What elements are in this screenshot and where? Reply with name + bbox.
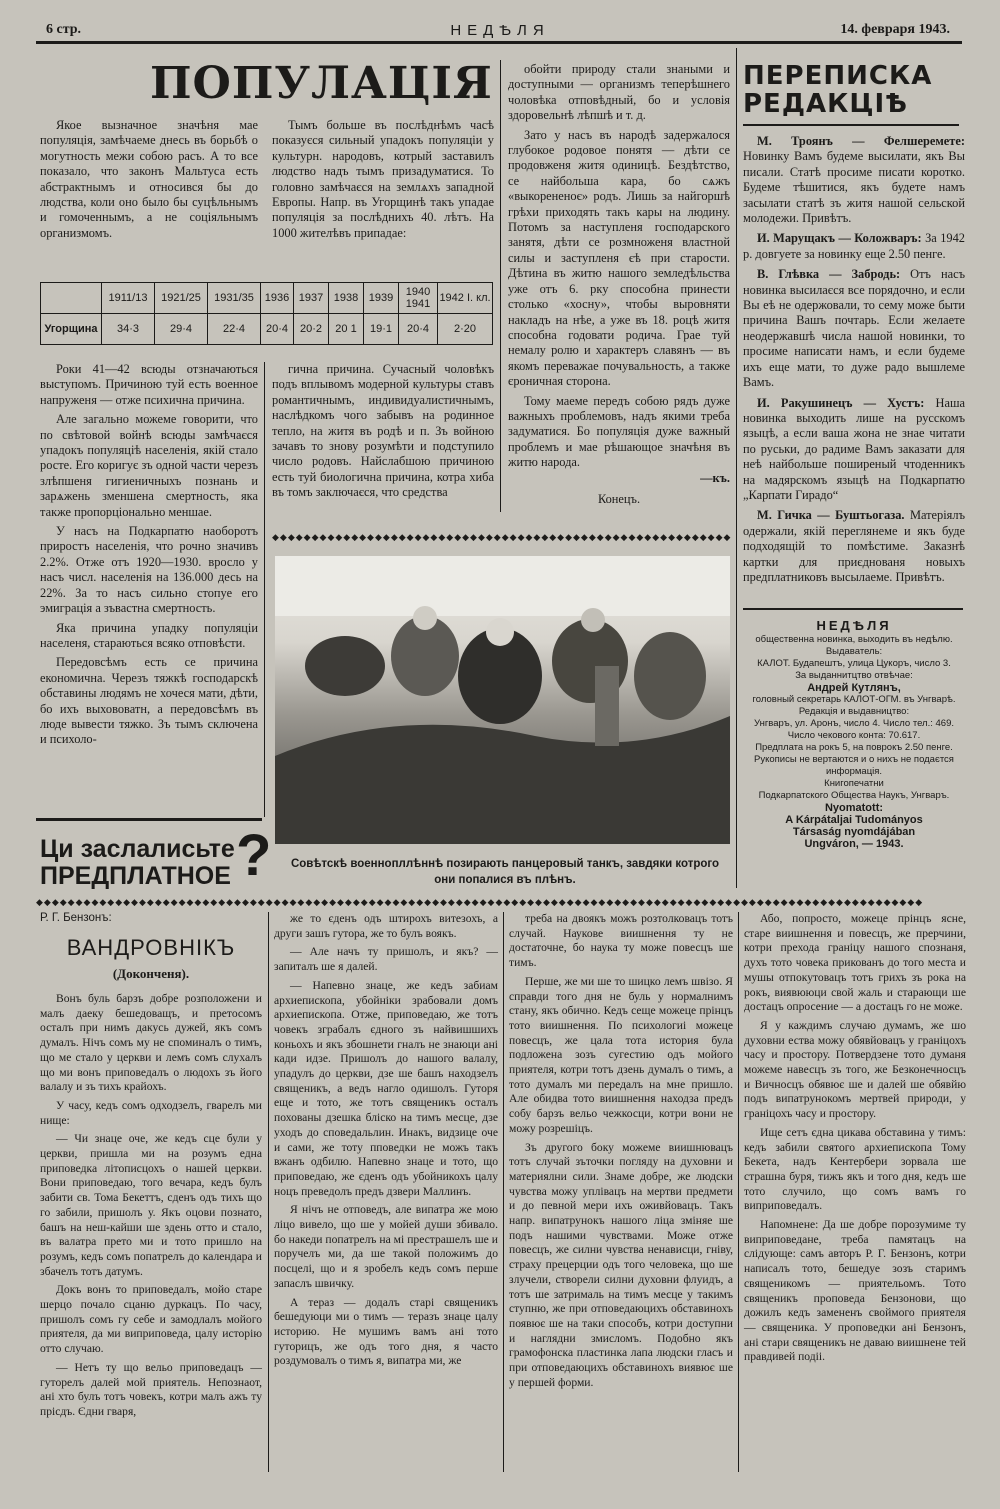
paragraph: У насъ на Подкарпатю наоборотъ приростъ населенія, что рочно значивъ 2.2%. Отже отъ 1920—1930. вросло у насъ числ. населенія на 136.000 десь на 22%. За то насъ сильно стопуе его эмиграція а зъвастна смертность. <box>40 524 258 616</box>
beaded-rule: ◆◆◆◆◆◆◆◆◆◆◆◆◆◆◆◆◆◆◆◆◆◆◆◆◆◆◆◆◆◆◆◆◆◆◆◆◆◆◆◆◆◆◆◆◆◆◆◆◆◆◆◆◆◆◆◆◆◆ <box>272 533 732 541</box>
correspondence-entry <box>743 267 965 390</box>
paragraph: — Але начъ ту пришолъ, и якъ? — запиталъ ше я далей. <box>274 945 498 974</box>
page-number: 6 стр. <box>46 22 82 37</box>
soldier-head <box>486 618 514 646</box>
correspondence-text: Матеріялъ одержали, якій переглянеме и якъ буде подходящій то помѣстиме. Заказнѣ картки для приєднованя новыхъ предплатниковъ высылаеме. Привѣтъ. <box>743 508 965 584</box>
header-rule <box>36 41 962 44</box>
imprint-line: A Kárpátaljai Tudományos <box>785 814 923 826</box>
correspondence-title <box>743 62 932 118</box>
paragraph: Я у каждимъ случаю думамъ, же шо духовни ества можу обявйовацъ у граніцохъ часу и простору. Потвердзене тото думаня можеме навесцъ зъ того, же Безконечносцъ и Вичносцъ обявює ше и далей ше обявйю подъ випатрунокомъ мертвей природи, у граніцохъ часу и простору. <box>744 1018 966 1121</box>
correspondence-title-line: ПЕРЕПИСКА <box>743 61 933 91</box>
paragraph: гична причина. Сучасный чоловѣкъ подъ вплывомъ модерной культуры ставъ романтичнымъ, индивидуалистичнымъ, наслѣдкомъ чого забывъ на родинное тепло, на житя въ родѣ и п. Зъ войною зачавъ то знову розумѣти и подступило число родовъ. Найслабшою причиною есть туй биологична причина, котра хиба въ томъ заключаєся, что средства <box>272 362 494 500</box>
imprint-line: Унгваръ, ул. Аронъ, число 4. Число тел.: 469. <box>753 718 955 729</box>
subscription-line: ПРЕДПЛАТНОЕ <box>40 862 231 890</box>
story-col2 <box>274 912 498 1373</box>
subscription-line: Ци заслалисьте <box>40 835 235 863</box>
imprint-line: Предплата на рокъ 5, на поврокъ 2.50 пенге. <box>755 742 953 753</box>
population-col1-cont <box>40 362 258 752</box>
photo-scene <box>275 556 730 844</box>
paragraph: Тому маеме передъ собою рядъ дуже важныхъ проблемовъ, надъ якими треба задуматися. Бо популяція дуже важный проблемъ и мае рѣшающое значѣня въ житю народа. <box>508 393 730 470</box>
table-cell: 22·4 <box>208 314 261 345</box>
imprint-line: Выдаватель: <box>825 646 883 657</box>
imprint-line: Число чекового конта: 70.617. <box>787 730 921 741</box>
paragraph: же то єденъ одъ штирохъ витезохъ, а други зашъ гутора, же то булъ воякъ. <box>274 912 498 940</box>
paragraph: Тымъ больше въ послѣднѣмъ часѣ показуєся сильный упадокъ популяціи у культурн. народовъ, котрый заставилъ людство надъ тымъ призадуматися. То головно замѣчаєся на землѧхъ западной Европы. Напр. въ Угорщинѣ такъ упадае популяція за послѣднихъ 40. лѣтъ. На 1000 жителѣвъ припадае: <box>272 118 494 240</box>
imprint-line: Редакція и выдавництво: <box>798 706 910 717</box>
table-header-cell: 1937 <box>294 283 329 314</box>
paragraph: — Напевно знаце, же кедъ забиам архиепископа, убойніки зрабовали домъ архиепископа. Отже, приповедаю, же тотъ човекъ зграбалъ єдного зъ найвишшихъ коньохъ и якъ збошнети гналъ не знаюци ані кади идзе. Пришолъ до нашого валалу, упадулъ до церкви, дзе ше башъ находзелъ священикъ, а ведъ нагло одишолъ. Гуторя еще и тото, же тотъ священикъ осталъ похованы дзешка бліско на тимъ месце, дзе уходъ до споведальлин. Инакъ, видзице оче и сами, же тоту пповедки не можъ такъ вжанъ одбилю. Напевно знаце и тото, що приповедаю, же єденъ одъ убойникохъ цалу ноцъ преведолъ предъ дзвери Маллинъ. <box>274 978 498 1198</box>
table-header-cell: 1940 1941 <box>399 283 438 314</box>
caption-line: они попалися въ плѣнъ. <box>434 874 576 886</box>
population-col2 <box>272 118 494 245</box>
paragraph: Або, попросто, можеце прінцъ ясне, старе виишнення и повесцъ, же прерчини, котри прехода граніцу нашого спознаня, духъ тото човека прикованъ до того места и мушы отпокутовацъ тотъ грихъ зъ рока на рокъ, виявююци свой жаль и старающи ше достацъ опросение — а достацъ го не може. <box>744 912 966 1014</box>
paragraph: У часу, кедъ сомъ одходзелъ, гварелъ ми нище: <box>40 1098 262 1127</box>
table-cell: 20 1 <box>329 314 364 345</box>
imprint-box <box>743 620 965 850</box>
correspondence-text: За 1942 р. довгуете за новинку еще 2.50 пенге. <box>743 231 965 261</box>
correspondence-body <box>743 134 965 590</box>
correspondent-name: М. Троянъ — Фелшеремете: <box>757 134 965 148</box>
newspaper-title: НЕДѢЛЯ <box>450 22 550 39</box>
table-cell: 20·4 <box>399 314 438 345</box>
column-rule <box>736 48 737 888</box>
imprint-line: Társaság nyomdájában <box>792 826 916 838</box>
paragraph: А тераз — додалъ старі священикъ бешедуюци ми о тимъ — теразъ знаце цалу историю. Не мушимъ вамъ ані тото гуторицъ, же одъ того дня, я часто роздумовалъ о тимъ я, випатра ми, же <box>274 1295 498 1368</box>
paragraph: Зато у насъ въ народѣ задержалося глубокое родовое понятя — дѣти се продовженя житя одиницѣ. Бездѣтство, се найбольша кара, бо сѧжъ «выкорененоє» родъ. Лишь за найгоршѣ грѣхи приходять такъ кары на людину. Потомъ за наступленя господарского занятя, дѣти се розмноженя властной силы и заступленя єѣ при старости. Дѣтина въ житю нашого земледѣльства уже отъ 6. рку способна принести столько «хосну», чтобы выровняти накладъ на нѣе, а уже въ 18. роцѣ житя способна годовати родича. Грае туй немалу ролю и характеръ славянъ — въ якомъ переважае почувальность, а также єроничная сторона. <box>508 127 730 389</box>
column-rule <box>268 912 269 1472</box>
correspondence-text: Отъ насъ новинка высилаєся все порядочно, и если Вы еѣ не одержовали, то сему може быти причина Вашъ почтарь. Если желаете неодержавшѣ числа нашой новинки, то просиме написати намъ, и если будеме ихъ еще мати, то дуже радо вышлеме Вамъ. <box>743 267 965 390</box>
table-header-cell: 1921/25 <box>155 283 208 314</box>
paragraph: Вонъ буль барзъ добре розположени и малъ даеку бешедоващъ, и претосомъ осталъ при нимъ дакусь дужей, якъ сомъ думалъ. Нічъ сомъ му не споминалъ о тимъ, що ме стало у церкви и лемъ сомъ слухалъ що ми вонъ приповедалъ о людохъ зъ його валалу и зъ тихъ крайохъ. <box>40 992 262 1094</box>
paragraph: Передовсѣмъ есть се причина економична. Черезъ тяжкѣ господарскѣ обставины людямъ не хочеся мати, дѣти, бо ихъ выхововатн, а передовсѣмъ въ люде вывести тяжко. Зъ тымъ сключена и психоло- <box>40 655 258 747</box>
paragraph: Перше, же ми ше то шицко лемъ швізо. Я справди того дня не буль у нормалнимъ стану, якъ обично. Кедъ сеще можеце прінцъ тото виишнення. По психологиі можеце повесцъ, же цала тота история була подложена зозъ сугестию одъ мойого приятеля, котри тотъ дзень думалъ о тимъ, а тото думалъ ми передалъ на мне пришло. Але обидва тото виишнення находза предъ собу барзъ вельо чежкосци, котри вони не можу розрешіцъ. <box>509 974 733 1135</box>
photo-pow-tank <box>275 556 730 844</box>
soldier-figure <box>305 636 385 696</box>
issue-date: 14. февраря 1943. <box>840 22 950 37</box>
imprint-line: головный секретарь КАЛОТ-ОГМ. въ Унгварѣ. <box>752 694 956 705</box>
table-cell: 20·2 <box>294 314 329 345</box>
title-rule <box>743 124 959 126</box>
table-cell: 19·1 <box>364 314 399 345</box>
imprint-line: Nyomatott: <box>824 802 884 814</box>
paragraph: — Чи знаце оче, же кедъ сце були у церкви, пришла ми на розумъ една приповедка літописцохъ о нашей церкви. Вони приповедаю, того вечара, кедъ булъ забити св. Тома Бекеттъ, сденъ одъ тихъ що го забили, пришолъ у. Якъ оцови познато, башъ на неш-кайши ше здень отто и стало, въ валатра прето ми и тото пришло на розумъ, кедъ сомъ попатрелъ до календара и збачелъ тотъ датумъ. <box>40 1132 262 1278</box>
table-cell: 29·4 <box>155 314 208 345</box>
paragraph: — Нетъ ту що вельо приповедацъ — гуторелъ далей мой приятель. Непознаот, ані хто булъ тотъ човекъ, котри малъ ажъ ту прісдъ. Єдни гваря, <box>40 1360 262 1418</box>
paragraph: обойти природу стали знаными и доступными — организмъ теперѣшнего чоловѣка отповѣдный, бо и условія здоровельнѣ лѣпшѣ и т. д. <box>508 62 730 123</box>
correspondent-name: М. Гичка — Буштьогаза. <box>757 508 905 523</box>
imprint-line: Рукописы не вертаются и о нихъ не подаєтся информація. <box>754 754 954 777</box>
paragraph: Напомнене: Да ше добре порозумиме ту виприповедане, треба памятацъ на слідующе: самъ авторъ Р. Г. Бензонъ, котри написалъ тото, бешедуе зозъ старимъ священикомъ — приятельомъ. Тото священикъ проповеда Бензонови, що дожилъ кедъ замененъ своймого приятеля — священика. У проповедки ані Бензонъ, ані стари священикъ не даваю виишнене тей правдивей подіі. <box>744 1218 966 1364</box>
column-rule <box>500 60 501 512</box>
question-mark: ? <box>236 823 272 888</box>
column-rule <box>264 362 265 817</box>
beaded-separator: ◆◆◆◆◆◆◆◆◆◆◆◆◆◆◆◆◆◆◆◆◆◆◆◆◆◆◆◆◆◆◆◆◆◆◆◆◆◆◆◆◆◆◆◆◆◆◆◆◆◆◆◆◆◆◆◆◆◆◆◆◆◆◆◆◆◆◆◆◆◆◆◆◆◆◆◆◆◆◆◆◆◆◆◆◆◆◆◆◆◆◆◆◆◆◆◆◆◆◆◆◆◆◆◆◆◆◆◆◆◆◆◆ <box>36 898 924 906</box>
article-signature: —къ. <box>700 470 730 485</box>
story-col4 <box>744 912 966 1369</box>
story-title: ВАНДРОВНІКЪ <box>66 935 236 960</box>
paragraph: Якое вызначное значѣня мае популяція, замѣчаеме днесь въ борьбѣ о могутность межи собою расъ. А то все показало, что законъ Мальтуса есть абстрактнымъ и относився бы до людства, коли оно было бы суцѣльнымъ и гомоченнымъ, а не соціяльнымъ организмомъ. <box>40 118 258 240</box>
paragraph: треба на двоякъ можъ розтолковацъ тотъ случай. Наукове виишнення ту не достаточне, бо наука ту може повесцъ ше тимъ. <box>509 912 733 970</box>
caption-line: Совѣтскѣ военнопллѣннѣ позирають панцеровый танкъ, завдяки котрого <box>290 858 720 870</box>
soldier-figure <box>634 632 706 720</box>
population-table <box>40 282 493 345</box>
paragraph: Але загально можеме говорити, что по свѣтовой войнѣ всюды замѣчаєся упадокъ популяціѣ населенія, якій стало росте. Его коригує зъ одной части черезъ злѣпшеня гигиеничныхъ познань и зарѧжень зменшена смертность, яка также пропорціонально меншае. <box>40 412 258 519</box>
imprint-line: Книгопечатни <box>824 778 884 789</box>
population-col2-cont <box>272 362 494 505</box>
population-col1 <box>40 118 258 245</box>
population-title: ПОПУЛАЦІЯ <box>150 58 493 109</box>
paragraph: Ище сетъ єдна цикава обставина у тимъ: кедъ забили святого архиепископа Тому Бекета, надъ Кентербери зорвала ше страшна буря, тижъ якъ и того дня, кедъ ше тото случило, що сомъ вамъ го виприповедалъ. <box>744 1125 966 1213</box>
soldier-head <box>581 608 605 632</box>
correspondence-title-line: РЕДАКЦІѢ <box>743 89 908 119</box>
column-rule <box>738 912 739 1472</box>
population-col3 <box>508 62 730 507</box>
imprint-line: общественна новинка, выходить въ недѣлю. <box>755 634 953 645</box>
table-header-cell <box>41 283 102 314</box>
article-end: Конецъ. <box>597 491 641 506</box>
snow-sky <box>275 556 730 616</box>
paragraph: Зъ другого боку можеме виишнювацъ тотъ случай зъточки погляду на духовни и материялни сили. Знаме добре, же людски чувства можу уплівацъ на мертви предмети и до певной мери ихъ оживйовацъ. Такъ напр. випатрунокъ нашого ліца зміняе ше подъ нашими чувствами. Може отже повесцъ, же силни чувства ненависци, гніву, страху прецерции одъ того человека, що ше злучели, створели силни духовни флуидъ, а тотъ ше затрималь на тимъ месце у такимъ ступню, же при отповедаюцихъ обставинохъ появює ше на таки способъ, котри доступни и наглядни змисломъ. Подобно якъ грамофонска пластинка лапа людски гласъ и при отповедаюцихъ обставинохъ виявює ше у першей форми. <box>509 1140 733 1389</box>
table-header-cell: 1936 <box>261 283 294 314</box>
correspondent-name: И. Марущакъ — Коложваръ: <box>757 231 922 246</box>
table-header-cell: 1911/13 <box>102 283 155 314</box>
imprint-line: Подкарпатского Общества Наукъ, Унгваръ. <box>758 790 950 801</box>
story-subtitle: (Доконченя). <box>112 966 190 981</box>
imprint-line: Андрей Кутлянъ, <box>807 682 901 694</box>
correspondence-entry <box>743 508 965 585</box>
box-rule <box>36 818 262 821</box>
subscription-notice <box>40 836 250 890</box>
story-author: Р. Г. Бензонъ: <box>40 912 112 924</box>
table-cell: 20·4 <box>261 314 294 345</box>
correspondence-entry <box>743 396 965 504</box>
story-col3 <box>509 912 733 1395</box>
paragraph: Яка причина упадку популяціи населеня, стараються всяко отповѣсти. <box>40 620 258 650</box>
correspondence-entry <box>743 134 965 226</box>
table-cell: 34·3 <box>102 314 155 345</box>
correspondent-name: И. Ракушинецъ — Хустъ: <box>757 395 925 410</box>
table-header-cell: 1939 <box>364 283 399 314</box>
correspondence-text: Новинку Вамъ будеме высилати, якъ Вы писали. Статѣ просиме писати коротко. Будеме тѣшитися, якъ будете намъ засылати статѣ зъ житя нашой сельской молодежи. Привѣтъ. <box>743 149 965 226</box>
paragraph: Роки 41—42 всюды отзначаються выступомъ. Причиною туй есть военное напруженя — отже психична причина. <box>40 362 258 407</box>
table-header-cell: 1931/35 <box>208 283 261 314</box>
table-header-cell: 1942 I. кл. <box>438 283 493 314</box>
story-col1 <box>40 992 262 1424</box>
tank-barrel <box>595 666 619 746</box>
table-cell: 2·20 <box>438 314 493 345</box>
imprint-line: Ungváron, — 1943. <box>804 838 904 850</box>
table-header-cell: 1938 <box>329 283 364 314</box>
imprint-line: За выданнитцтво отвѣчае: <box>795 670 913 681</box>
photo-caption <box>275 856 735 888</box>
correspondence-text: Наша новинка выходить лише на русскомъ языцѣ, а если ваша жона не знае читати по руськи, до радиме Вамъ заказати для неѣ найбольше поширеный чтоденникъ на мадярскомъ языцѣ на Подкарпатю „Карпати Гирадо“ <box>743 395 965 502</box>
correspondence-entry <box>743 231 965 262</box>
imprint-line: КАЛОТ. Будапештъ, улица Цукоръ, число 3. <box>757 658 951 669</box>
paragraph: Я нічъ не отповедъ, але випатра же мою ліцо вивело, що ше у мойей души збивало. бо накеди попатрелъ на мі престрашелъ ше и поручелъ ми, да ше такой положимъ до посцелі, що и я зробелъ кедъ сомъ перше запаслъ швичку. <box>274 1203 498 1290</box>
imprint-rule <box>743 608 963 610</box>
imprint-title: НЕДѢЛЯ <box>816 618 892 633</box>
correspondent-name: В. Глѣвка — Забродь: <box>757 267 901 282</box>
paragraph: Докъ вонъ то приповедалъ, мойо старе шерцо почало сцаню дуркацъ. По часу, пришолъ сомъ гу себе и замодлалъ мойого приятеля, да ми виприповеда, цалу исторію отто случаю. <box>40 1283 262 1356</box>
column-rule <box>503 912 504 1472</box>
soldier-head <box>413 606 437 630</box>
tank-hull <box>275 716 730 844</box>
table-row-label: Угорщина <box>41 314 102 345</box>
